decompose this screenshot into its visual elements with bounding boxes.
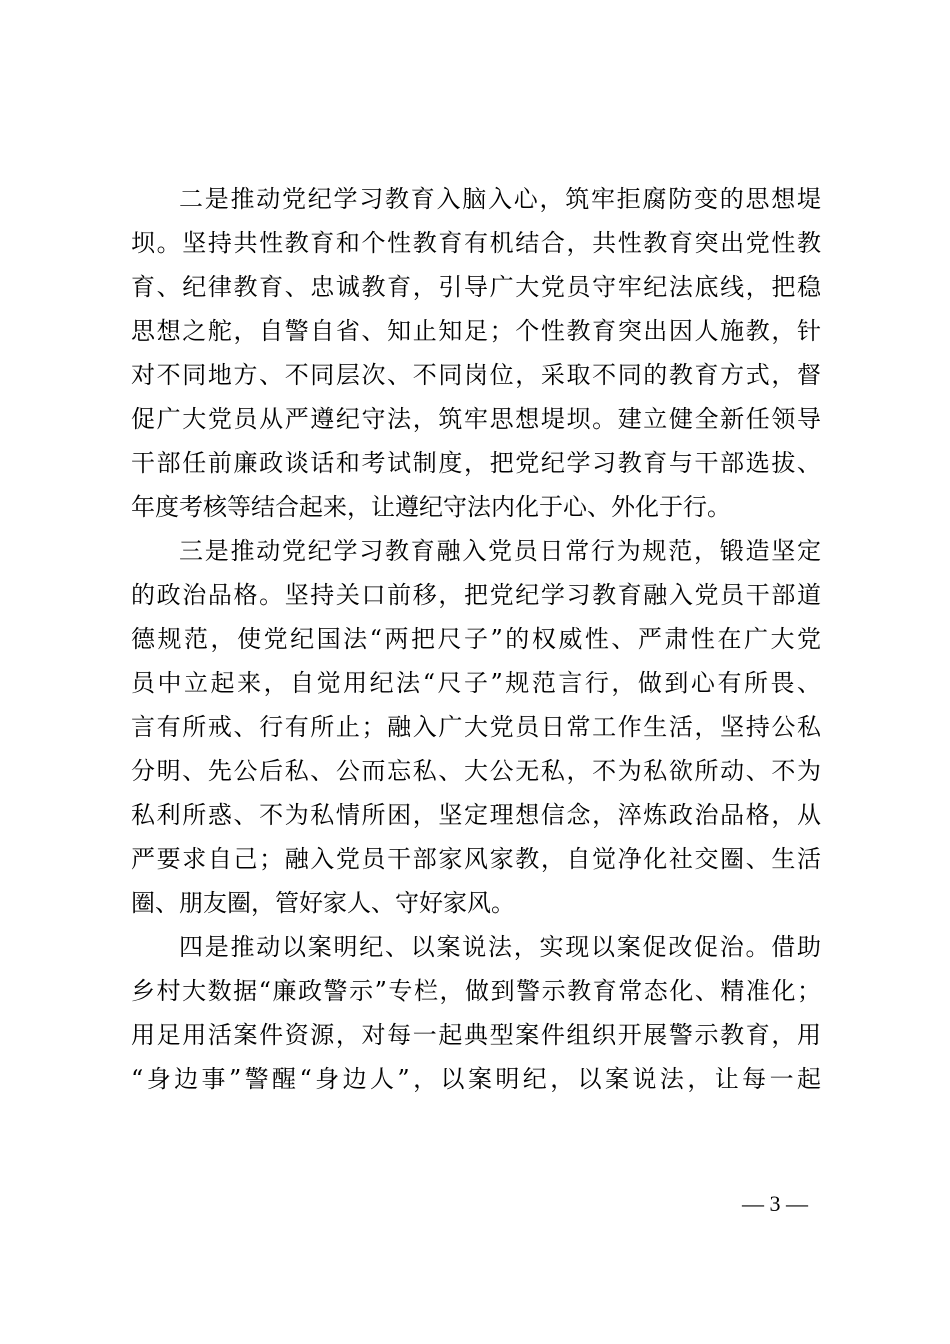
paragraph-2-line-2: 的政治品格。坚持关口前移，把党纪学习教育融入党员干部道: [131, 581, 821, 609]
page-number: — 3 —: [742, 1191, 808, 1216]
paragraph-1-line-5: 对不同地方、不同层次、不同岗位，采取不同的教育方式，督: [131, 361, 821, 389]
paragraph-2-line-1: 三是推动党纪学习教育融入党员日常行为规范，锻造坚定: [179, 537, 821, 565]
paragraph-2-line-9: 圈、朋友圈，管好家人、守好家风。: [131, 889, 515, 917]
paragraph-3-line-2: 乡村大数据“廉政警示”专栏，做到警示教育常态化、精准化；: [131, 977, 821, 1005]
paragraph-1-line-8: 年度考核等结合起来，让遵纪守法内化于心、外化于行。: [131, 493, 731, 521]
paragraph-2-line-5: 言有所戒、行有所止；融入广大党员日常工作生活，坚持公私: [131, 713, 821, 741]
paragraph-2-line-8: 严要求自己；融入党员干部家风家教，自觉净化社交圈、生活: [131, 845, 821, 873]
paragraph-1-line-6: 促广大党员从严遵纪守法，筑牢思想堤坝。建立健全新任领导: [131, 405, 821, 433]
paragraph-1-line-1: 二是推动党纪学习教育入脑入心，筑牢拒腐防变的思想堤: [179, 185, 821, 213]
paragraph-1-line-7: 干部任前廉政谈话和考试制度，把党纪学习教育与干部选拔、: [131, 449, 821, 477]
paragraph-3-line-4: “身边事”警醒“身边人”，以案明纪，以案说法，让每一起: [131, 1065, 821, 1093]
paragraph-3-line-3: 用足用活案件资源，对每一起典型案件组织开展警示教育，用: [131, 1021, 821, 1049]
paragraph-2-line-4: 员中立起来，自觉用纪法“尺子”规范言行，做到心有所畏、: [131, 669, 821, 697]
paragraph-3-line-1: 四是推动以案明纪、以案说法，实现以案促改促治。借助: [179, 933, 821, 961]
paragraph-1-line-2: 坝。坚持共性教育和个性教育有机结合，共性教育突出党性教: [131, 229, 821, 257]
paragraph-2-line-6: 分明、先公后私、公而忘私、大公无私，不为私欲所动、不为: [131, 757, 821, 785]
paragraph-1-line-3: 育、纪律教育、忠诚教育，引导广大党员守牢纪法底线，把稳: [131, 273, 821, 301]
paragraph-1-line-4: 思想之舵，自警自省、知止知足；个性教育突出因人施教，针: [131, 317, 821, 345]
paragraph-2-line-3: 德规范，使党纪国法“两把尺子”的权威性、严肃性在广大党: [131, 625, 821, 653]
paragraph-2-line-7: 私利所惑、不为私情所困，坚定理想信念，淬炼政治品格，从: [131, 801, 821, 829]
